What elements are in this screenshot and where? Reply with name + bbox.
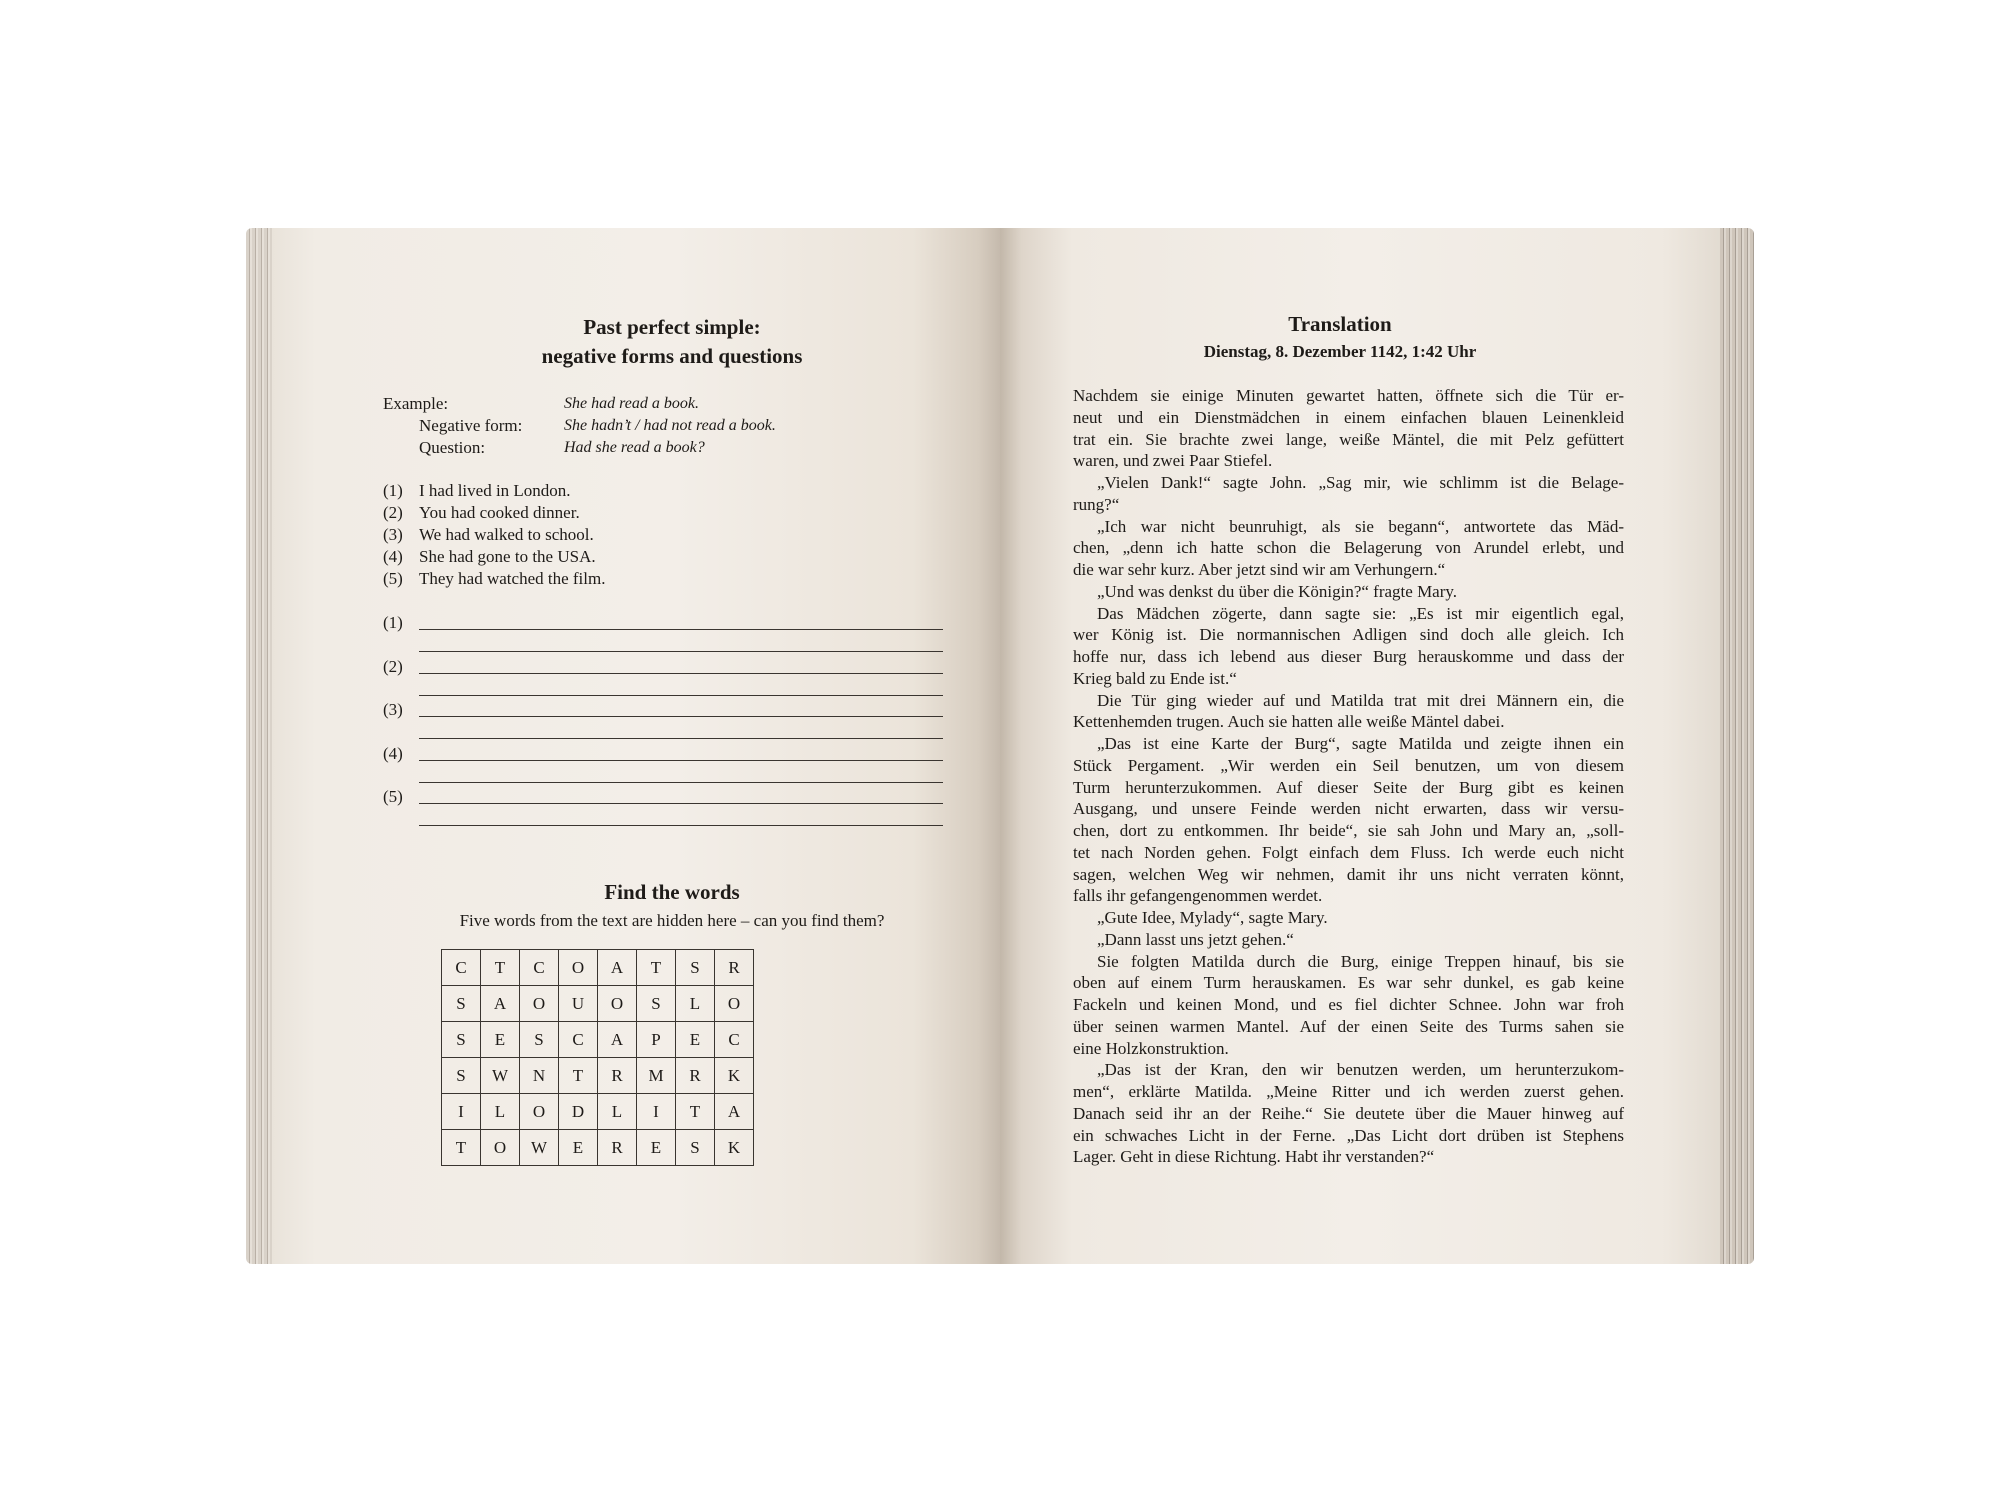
grid-cell[interactable]: U (559, 986, 598, 1022)
grid-cell[interactable]: T (442, 1130, 481, 1166)
grid-cell[interactable]: S (442, 1058, 481, 1094)
example-value: She had read a book. (564, 395, 699, 412)
find-words-subtitle: Five words from the text are hidden here – can you find them? (459, 911, 885, 930)
grid-cell[interactable]: W (481, 1058, 520, 1094)
grid-cell[interactable]: R (598, 1130, 637, 1166)
grid-cell[interactable]: T (637, 950, 676, 986)
text-line: hoffe nur, dass ich lebend aus dieser Burg herauskomme und dass der (1073, 647, 1624, 666)
grid-row (442, 1094, 754, 1130)
answer-line[interactable] (383, 787, 943, 831)
grid-cell[interactable]: S (442, 986, 481, 1022)
grid-cell[interactable]: E (637, 1130, 676, 1166)
grid-cell[interactable]: C (520, 950, 559, 986)
text-line: Nachdem sie einige Minuten gewartet hatten, öffnete sich die Tür er- (1073, 386, 1624, 405)
grid-cell[interactable]: S (637, 986, 676, 1022)
answer-line[interactable] (383, 657, 943, 701)
text-line: oben auf einem Turm herauskamen. Es war sehr dunkel, es gab keine (1073, 973, 1624, 993)
answer-number: (2) (383, 656, 403, 676)
answer-number: (5) (383, 787, 403, 806)
item-text: You had cooked dinner. (419, 503, 580, 522)
grid-cell[interactable]: E (676, 1022, 715, 1058)
grid-cell[interactable]: D (559, 1094, 598, 1130)
grid-cell[interactable]: T (559, 1058, 598, 1094)
grid-cell[interactable]: I (637, 1094, 676, 1130)
text-line: trat ein. Sie brachte zwei lange, weiße Mäntel, die mit Pelz gefüttert (1073, 429, 1624, 449)
answer-line[interactable] (383, 613, 943, 657)
item-text: They had watched the film. (419, 569, 606, 588)
item-number: (5) (383, 569, 403, 588)
grid-cell[interactable]: T (676, 1094, 715, 1130)
answer-lines (383, 613, 943, 831)
grid-cell[interactable]: M (637, 1058, 676, 1094)
grid-cell[interactable]: O (559, 950, 598, 986)
exercise-title-line2: negative forms and questions (541, 344, 803, 368)
text-line: über seinen warmen Mantel. Auf der einen Seite des Turms sahen sie (1073, 1016, 1624, 1036)
answer-number: (1) (383, 613, 403, 632)
text-line: „Ich war nicht beunruhigt, als sie begann“, antwortete das Mäd- (1097, 516, 1624, 536)
text-line: Fackeln und keinen Mond, und es fiel dichter Schnee. John war froh (1073, 995, 1624, 1014)
grid-cell[interactable]: I (442, 1094, 481, 1130)
text-line: Kettenhemden trugen. Auch sie hatten alle weiße Mäntel dabei. (1073, 712, 1505, 732)
text-line: men“, erklärte Matilda. „Meine Ritter und ich werden zuerst gehen. (1073, 1082, 1624, 1101)
grid-cell[interactable]: S (520, 1022, 559, 1058)
negative-label: Negative form: (419, 416, 523, 435)
example-label: Example: (383, 394, 449, 413)
text-line: sagen, welchen Weg wir nehmen, damit ihr uns nicht verraten könnt, (1073, 864, 1624, 884)
grid-cell[interactable]: A (715, 1094, 754, 1130)
item-text: She had gone to the USA. (419, 547, 596, 566)
text-line: „Gute Idee, Mylady“, sagte Mary. (1097, 908, 1328, 927)
grid-cell[interactable]: O (520, 1094, 559, 1130)
text-line: Krieg bald zu Ende ist.“ (1073, 668, 1237, 688)
find-words-title: Find the words (604, 880, 740, 904)
text-line: tet nach Norden gehen. Folgt einfach dem Fluss. Ich werde euch nicht (1073, 842, 1624, 862)
grid-cell[interactable]: A (598, 950, 637, 986)
grid-cell[interactable]: L (676, 986, 715, 1022)
grid-row (442, 950, 754, 986)
question-value: Had she read a book? (564, 439, 705, 456)
text-line: Stück Pergament. „Wir werden ein Seil benutzen, um von diesem (1073, 755, 1624, 775)
grid-cell[interactable]: T (481, 950, 520, 986)
text-line: Danach seid ihr an der Reihe.“ Sie deutete über die Mauer hinweg auf (1073, 1103, 1624, 1123)
grid-cell[interactable]: C (715, 1022, 754, 1058)
text-line: rung?“ (1073, 494, 1120, 514)
grid-cell[interactable]: R (715, 950, 754, 986)
item-number: (2) (383, 503, 403, 522)
text-line: „Das ist der Kran, den wir benutzen werden, um herunterzukom- (1097, 1060, 1624, 1080)
translation-date: Dienstag, 8. Dezember 1142, 1:42 Uhr (1203, 342, 1477, 361)
grid-cell[interactable]: R (598, 1058, 637, 1094)
item-number: (4) (383, 547, 403, 566)
text-line: Lager. Geht in diese Richtung. Habt ihr verstanden?“ (1073, 1147, 1435, 1167)
grid-cell[interactable]: O (715, 986, 754, 1022)
grid-cell[interactable]: S (676, 950, 715, 986)
grid-cell[interactable]: O (520, 986, 559, 1022)
text-line: Ausgang, und unsere Feinde werden nicht erwarten, dass wir versu- (1073, 799, 1624, 819)
answer-line[interactable] (383, 700, 943, 744)
grid-cell[interactable]: W (520, 1130, 559, 1166)
grid-cell[interactable]: O (481, 1130, 520, 1166)
text-line: ein schwaches Licht in der Ferne. „Das Licht dort drüben ist Stephens (1073, 1125, 1624, 1145)
grid-row (442, 1058, 754, 1094)
grid-cell[interactable]: C (442, 950, 481, 986)
grid-row (442, 986, 754, 1022)
open-book (246, 228, 1754, 1264)
grid-cell[interactable]: C (559, 1022, 598, 1058)
grid-cell[interactable]: S (676, 1130, 715, 1166)
grid-cell[interactable]: E (481, 1022, 520, 1058)
text-line: chen, „denn ich hatte schon die Belagerung von Arundel erlebt, und (1073, 538, 1624, 558)
text-line: wer König ist. Die normannischen Adligen sind doch alle gleich. Ich (1073, 625, 1624, 645)
grid-cell[interactable]: N (520, 1058, 559, 1094)
grid-cell[interactable]: A (481, 986, 520, 1022)
text-line: „Dann lasst uns jetzt gehen.“ (1097, 929, 1294, 949)
left-page (272, 228, 1000, 1264)
grid-cell[interactable]: K (715, 1058, 754, 1094)
text-line: chen, dort zu entkommen. Ihr beide“, sie sah John und Mary an, „soll- (1073, 821, 1624, 840)
translation-title: Translation (1288, 312, 1392, 336)
grid-row (442, 1022, 754, 1058)
text-line: Sie folgten Matilda durch die Burg, einige Treppen hinauf, bis sie (1097, 951, 1624, 971)
grid-row (442, 1130, 754, 1166)
grid-cell[interactable]: S (442, 1022, 481, 1058)
text-line: eine Holzkonstruktion. (1073, 1038, 1229, 1058)
grid-cell[interactable]: R (676, 1058, 715, 1094)
answer-number: (4) (383, 743, 403, 763)
answer-number: (3) (383, 700, 403, 719)
answer-line[interactable] (383, 744, 943, 788)
grid-cell[interactable]: O (598, 986, 637, 1022)
grid-cell[interactable]: P (637, 1022, 676, 1058)
item-number: (3) (383, 525, 403, 544)
grid-cell[interactable]: L (481, 1094, 520, 1130)
text-line: neut und ein Dienstmädchen in einem einfachen blauen Leinenkleid (1073, 407, 1624, 427)
text-line: falls ihr gefangengenommen werdet. (1073, 886, 1323, 906)
text-line: „Und was denkst du über die Königin?“ fragte Mary. (1097, 581, 1458, 601)
right-page-edges (1720, 228, 1754, 1264)
text-line: „Vielen Dank!“ sagte John. „Sag mir, wie schlimm ist die Belage- (1097, 473, 1624, 492)
word-search-grid (441, 949, 754, 1166)
right-page (1000, 228, 1720, 1264)
text-line: die war sehr kurz. Aber jetzt sind wir am Verhungern.“ (1073, 560, 1446, 579)
exercise-title (392, 313, 952, 371)
text-line: waren, und zwei Paar Stiefel. (1073, 451, 1273, 471)
exercise-title-line1: Past perfect simple: (583, 315, 761, 339)
grid-cell[interactable]: L (598, 1094, 637, 1130)
text-line: Die Tür ging wieder auf und Matilda trat mit drei Männern ein, die (1097, 690, 1624, 710)
grid-cell[interactable]: E (559, 1130, 598, 1166)
text-line: Das Mädchen zögerte, dann sagte sie: „Es ist mir eigentlich egal, (1097, 603, 1624, 623)
negative-value: She hadn’t / had not read a book. (564, 417, 776, 434)
text-line: Turm herunterzukommen. Auf dieser Seite der Burg gibt es keinen (1073, 777, 1624, 797)
text-line: „Das ist eine Karte der Burg“, sagte Matilda und zeigte ihnen ein (1097, 734, 1624, 753)
item-text: I had lived in London. (419, 481, 571, 500)
grid-cell[interactable]: K (715, 1130, 754, 1166)
translation-text (1073, 385, 1624, 1168)
grid-cell[interactable]: A (598, 1022, 637, 1058)
item-text: We had walked to school. (419, 525, 594, 544)
item-number: (1) (383, 481, 403, 500)
question-label: Question: (419, 438, 486, 457)
